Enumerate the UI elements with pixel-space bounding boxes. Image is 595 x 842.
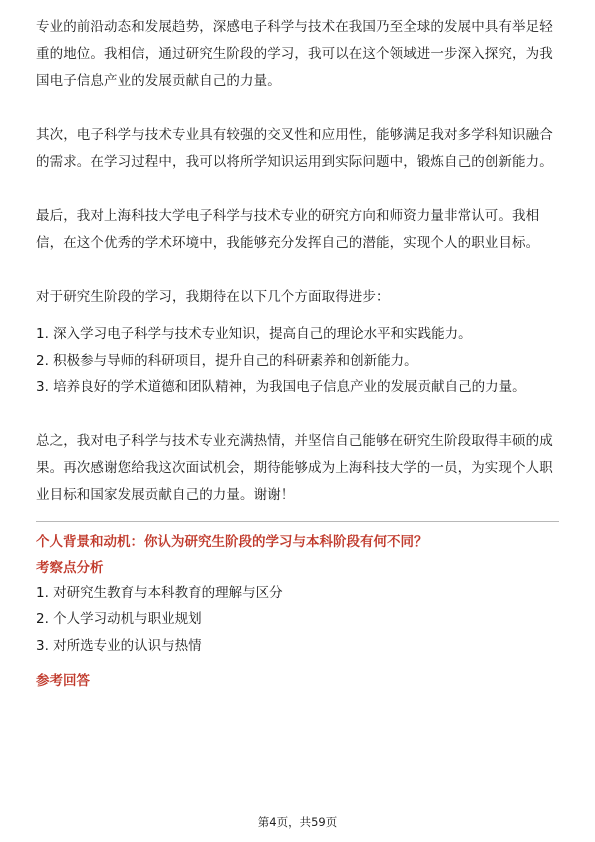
spacer: [36, 257, 559, 284]
list-item: 2. 积极参与导师的科研项目，提升自己的科研素养和创新能力。: [36, 352, 418, 369]
list-item: 2. 个人学习动机与职业规划: [36, 611, 202, 627]
document-page: [36, 14, 559, 693]
page-number: 第4页，共59页: [257, 815, 338, 829]
spacer: [36, 95, 559, 122]
list-item: 3. 培养良好的学术道德和团队精神，为我国电子信息产业的发展贡献自己的力量。: [36, 379, 526, 395]
paragraph-interdisciplinary: 其次，电子科学与技术专业具有较强的交叉性和应用性，能够满足我对多学科知识融合的需求。在学习过程中，我可以将所学知识运用到实际问题中，锻炼自己的创新能力。: [36, 127, 553, 170]
list-item: 3. 对所选专业的认识与热情: [36, 637, 202, 654]
analysis-heading: 考察点分析: [36, 559, 104, 576]
paragraph-recognition: 最后，我对上海科技大学电子科学与技术专业的研究方向和师资力量非常认可。我相信，在这个优秀的学术环境中，我能够充分发挥自己的潜能，实现个人的职业目标。: [36, 208, 540, 251]
question-title: 个人背景和动机：你认为研究生阶段的学习与本科阶段有何不同？: [36, 533, 428, 550]
paragraph-conclusion: 总之，我对电子科学与技术专业充满热情，并坚信自己能够在研究生阶段取得丰硕的成果。再次感谢您给我这次面试机会，期待能够成为上海科技大学的一员，为实现个人职业目标和国家发展贡献自己的力量。谢谢！: [36, 432, 553, 503]
list-item: 1. 深入学习电子科学与技术专业知识，提高自己的理论水平和实践能力。: [36, 326, 472, 342]
goals-list: [36, 321, 559, 401]
spacer: [36, 176, 559, 203]
paragraph-frontier: 专业的前沿动态和发展趋势，深感电子科学与技术在我国乃至全球的发展中具有举足轻重的地位。我相信，通过研究生阶段的学习，我可以在这个领域进一步深入探究，为我国电子信息产业的发展贡献自己的力量。: [36, 19, 553, 89]
list-item: 1. 对研究生教育与本科教育的理解与区分: [36, 584, 283, 601]
analysis-list: [36, 580, 559, 660]
spacer: [36, 311, 559, 321]
section-divider: [36, 521, 559, 522]
spacer: [36, 401, 559, 428]
reference-heading: 参考回答: [36, 673, 90, 689]
paragraph-expectations-intro: 对于研究生阶段的学习，我期待在以下几个方面取得进步：: [36, 289, 390, 305]
